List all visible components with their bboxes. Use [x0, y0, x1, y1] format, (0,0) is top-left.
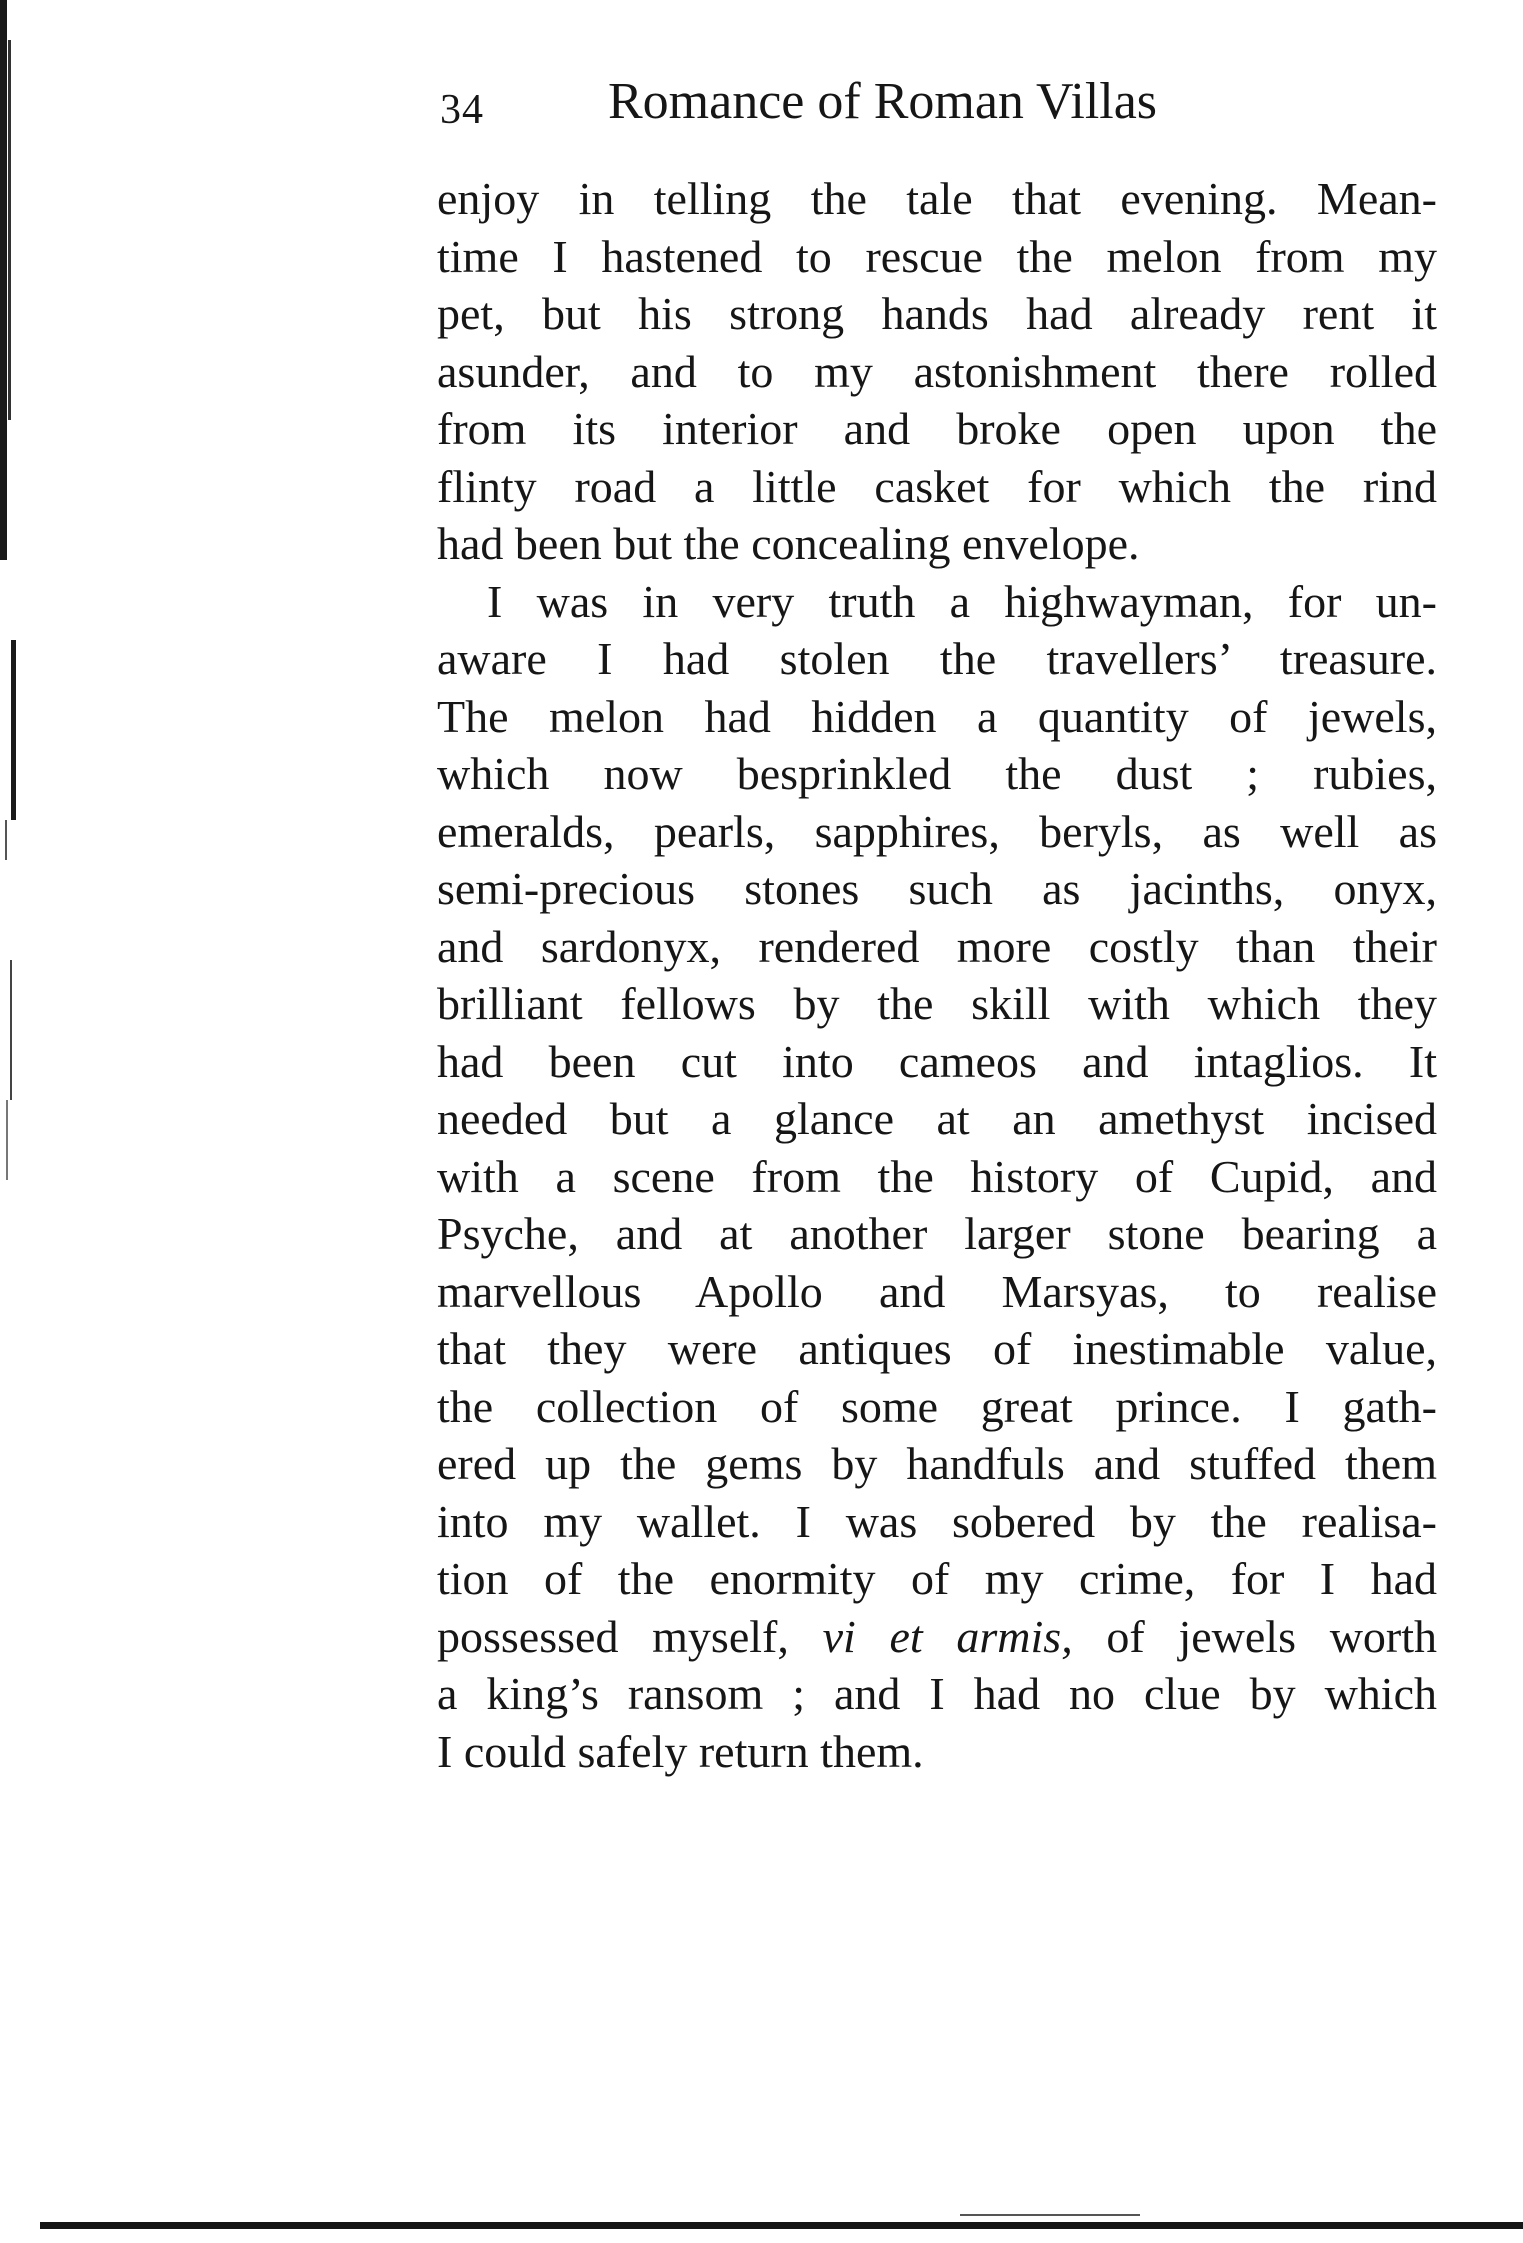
- running-title: Romance of Roman Villas: [608, 73, 1158, 130]
- text-line: enjoy in telling the tale that evening. Mean-: [437, 173, 1437, 224]
- text-line: semi-precious stones such as jacinths, onyx,: [437, 863, 1437, 914]
- page-number: 34: [440, 87, 484, 133]
- binding-shadow: [10, 960, 12, 1100]
- binding-shadow: [11, 640, 16, 820]
- text-line: pet, but his strong hands had already rent it: [437, 288, 1437, 339]
- text-line: the collection of some great prince. I gath-: [437, 1380, 1437, 1432]
- text-line: emeralds, pearls, sapphires, beryls, as well as: [437, 805, 1437, 857]
- binding-shadow: [8, 40, 11, 420]
- binding-shadow: [5, 820, 7, 860]
- text-line: time I hastened to rescue the melon from my: [437, 230, 1437, 282]
- text-line: a king’s ransom ; and I had no clue by which: [437, 1668, 1437, 1719]
- text-segment: possessed myself,: [437, 1610, 823, 1662]
- text-line: ered up the gems by handfuls and stuffed them: [437, 1438, 1437, 1489]
- text-line: into my wallet. I was sobered by the realisa-: [437, 1495, 1437, 1547]
- italic-phrase: vi et armis,: [822, 1610, 1073, 1662]
- binding-shadow: [6, 1100, 8, 1180]
- text-line: The melon had hidden a quantity of jewels,: [437, 690, 1437, 742]
- text-line: which now besprinkled the dust ; rubies,: [437, 748, 1437, 799]
- text-line: aware I had stolen the travellers’ treasure.: [437, 633, 1437, 684]
- text-line: from its interior and broke open upon the: [437, 403, 1437, 454]
- text-line: that they were antiques of inestimable value,: [437, 1323, 1437, 1374]
- page-header: [440, 72, 1440, 142]
- text-line: with a scene from the history of Cupid, and: [437, 1150, 1437, 1202]
- text-line: needed but a glance at an amethyst incised: [437, 1093, 1437, 1144]
- text-line: brilliant fellows by the skill with which they: [437, 978, 1437, 1029]
- text-line: had been but the concealing envelope.: [437, 518, 1140, 569]
- text-line: flinty road a little casket for which the rind: [437, 460, 1437, 512]
- text-line: I was in very truth a highwayman, for un-: [487, 575, 1437, 627]
- text-line: had been cut into cameos and intaglios. It: [437, 1035, 1437, 1087]
- text-line: and sardonyx, rendered more costly than their: [437, 920, 1437, 972]
- footer-rule: [40, 2222, 1523, 2229]
- text-line: marvellous Apollo and Marsyas, to realise: [437, 1265, 1437, 1317]
- text-line: asunder, and to my astonishment there rolled: [437, 345, 1437, 397]
- footer-rule-mark: [960, 2214, 1140, 2216]
- binding-shadow: [0, 0, 7, 560]
- text-line-with-italic: [437, 1608, 1437, 1666]
- text-line: Psyche, and at another larger stone bearing a: [437, 1208, 1437, 1259]
- text-line: I could safely return them.: [437, 1725, 924, 1777]
- body-text: [437, 170, 1437, 1780]
- text-segment: of jewels worth: [1072, 1610, 1437, 1662]
- text-line: tion of the enormity of my crime, for I had: [437, 1553, 1437, 1604]
